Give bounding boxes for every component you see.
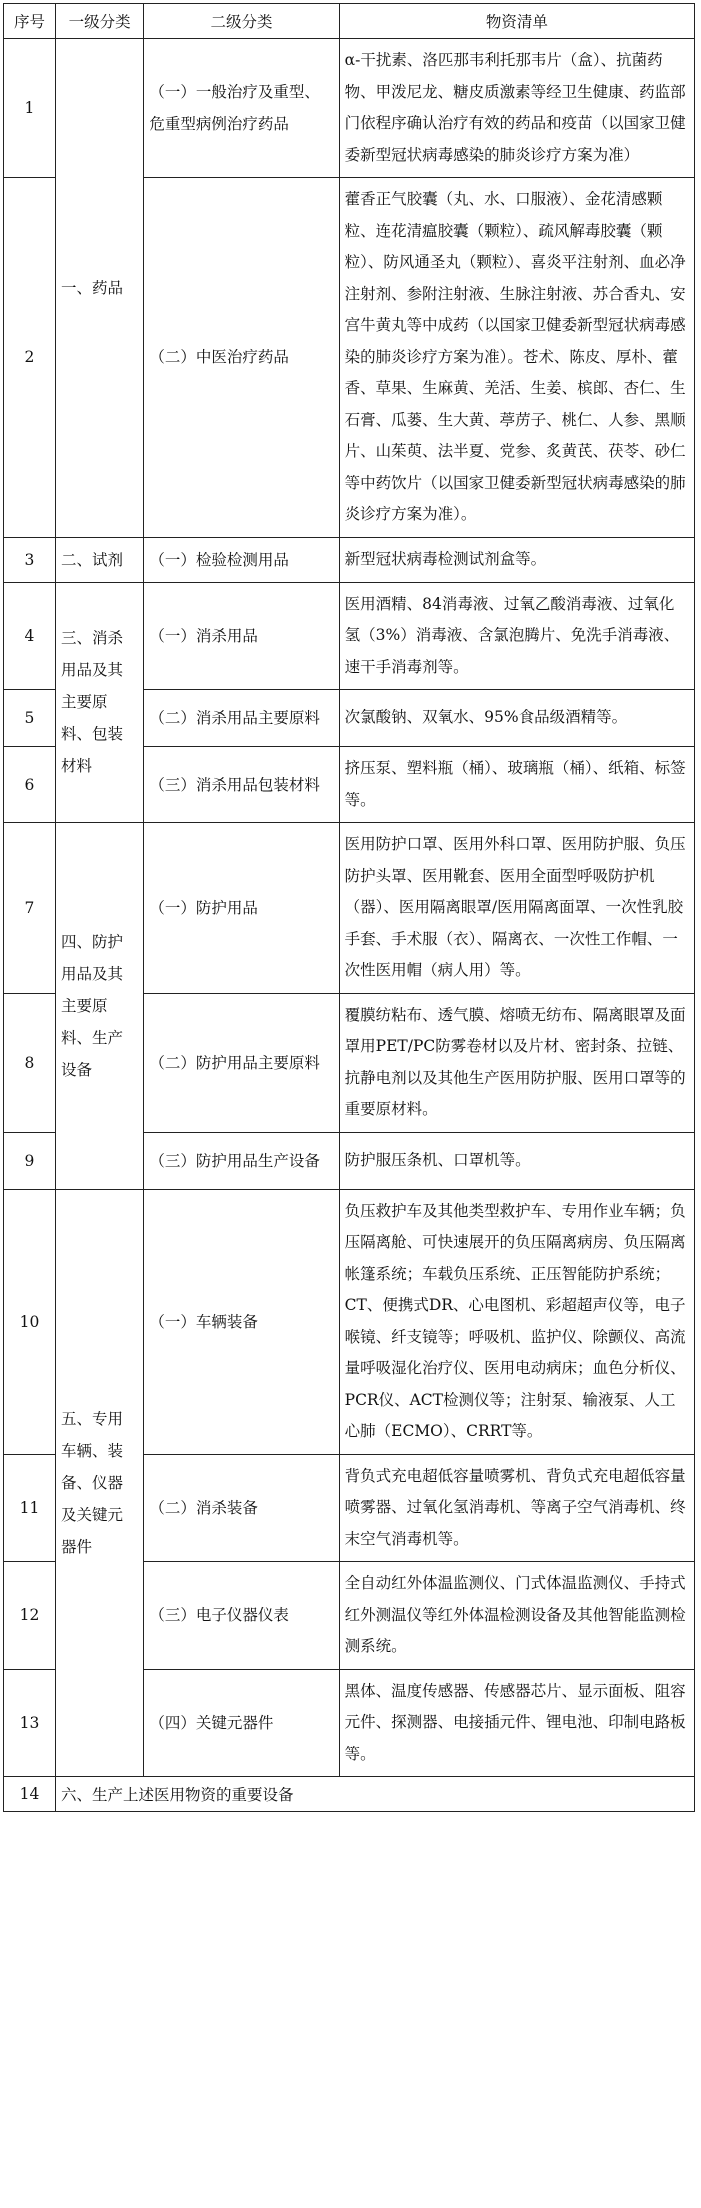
item-list: 新型冠状病毒检测试剂盒等。: [339, 537, 694, 582]
category-vehicles: 五、专用车辆、装备、仪器及关键元器件: [55, 1189, 143, 1777]
subcategory: （一）一般治疗及重型、危重型病例治疗药品: [144, 39, 339, 178]
header-items: 物资清单: [339, 4, 694, 39]
item-list: 次氯酸钠、双氧水、95%食品级酒精等。: [339, 690, 694, 747]
row-seq: 11: [4, 1454, 56, 1562]
item-list: 防护服压条机、口罩机等。: [339, 1132, 694, 1189]
item-list: 藿香正气胶囊（丸、水、口服液）、金花清感颗粒、连花清瘟胶囊（颗粒）、疏风解毒胶囊（颗粒）、防风通圣丸（颗粒）、喜炎平注射剂、血必净注射剂、参附注射液、生脉注射液、苏合香丸、安宫牛黄丸等中成药（以国家卫健委新型冠状病毒感染的肺炎诊疗方案为准）。苍术、陈皮、厚朴、藿香、草果、生麻黄、羌活、生姜、槟郎、杏仁、生石膏、瓜蒌、生大黄、葶苈子、桃仁、人参、黑顺片、山茱萸、法半夏、党参、炙黄芪、茯苓、砂仁等中药饮片（以国家卫健委新型冠状病毒感染的肺炎诊疗方案为准）。: [339, 178, 694, 538]
item-list: 挤压泵、塑料瓶（桶）、玻璃瓶（桶）、纸箱、标签等。: [339, 747, 694, 823]
subcategory: （二）中医治疗药品: [144, 178, 339, 538]
category-reagents: 二、试剂: [55, 537, 143, 582]
item-list: 全自动红外体温监测仪、门式体温监测仪、手持式红外测温仪等红外体温检测设备及其他智能监测检测系统。: [339, 1562, 694, 1670]
row-seq: 7: [4, 823, 56, 994]
table-row: [4, 1189, 695, 1454]
row-seq: 10: [4, 1189, 56, 1454]
header-row: [4, 4, 695, 39]
subcategory: （一）检验检测用品: [144, 537, 339, 582]
subcategory: （二）防护用品主要原料: [144, 993, 339, 1132]
subcategory: （三）消杀用品包装材料: [144, 747, 339, 823]
row-seq: 2: [4, 178, 56, 538]
item-list: 医用酒精、84消毒液、过氧乙酸消毒液、过氧化氢（3%）消毒液、含氯泡腾片、免洗手消毒液、速干手消毒剂等。: [339, 582, 694, 690]
row-seq: 8: [4, 993, 56, 1132]
table-row: [4, 823, 695, 994]
category-protect: 四、防护用品及其主要原料、生产设备: [55, 823, 143, 1190]
header-seq: 序号: [4, 4, 56, 39]
subcategory: （三）电子仪器仪表: [144, 1562, 339, 1670]
table-row: [4, 39, 695, 178]
item-list: 覆膜纺粘布、透气膜、熔喷无纺布、隔离眼罩及面罩用PET/PC防雾卷材以及片材、密封条、拉链、抗静电剂以及其他生产医用防护服、医用口罩等的重要原材料。: [339, 993, 694, 1132]
subcategory: （二）消杀用品主要原料: [144, 690, 339, 747]
subcategory: （一）防护用品: [144, 823, 339, 994]
table-row: [4, 537, 695, 582]
row-seq: 3: [4, 537, 56, 582]
row-seq: 13: [4, 1669, 56, 1777]
category-disinfect: 三、消杀用品及其主要原料、包装材料: [55, 582, 143, 823]
row-seq: 5: [4, 690, 56, 747]
subcategory: （一）消杀用品: [144, 582, 339, 690]
row-seq: 9: [4, 1132, 56, 1189]
category-drugs: 一、药品: [55, 39, 143, 538]
item-list: 黑体、温度传感器、传感器芯片、显示面板、阻容元件、探测器、电接插元件、锂电池、印制电路板等。: [339, 1669, 694, 1777]
item-list: 负压救护车及其他类型救护车、专用作业车辆；负压隔离舱、可快速展开的负压隔离病房、负压隔离帐篷系统；车载负压系统、正压智能防护系统；CT、便携式DR、心电图机、彩超超声仪等，电子喉镜、纤支镜等；呼吸机、监护仪、除颤仪、高流量呼吸湿化治疗仪、医用电动病床；血色分析仪、PCR仪、ACT检测仪等；注射泵、输液泵、人工心肺（ECMO）、CRRT等。: [339, 1189, 694, 1454]
subcategory: （三）防护用品生产设备: [144, 1132, 339, 1189]
supplies-table: [3, 3, 695, 1812]
row-seq: 4: [4, 582, 56, 690]
item-list: α-干扰素、洛匹那韦利托那韦片（盒）、抗菌药物、甲泼尼龙、糖皮质激素等经卫生健康、药监部门依程序确认治疗有效的药品和疫苗（以国家卫健委新型冠状病毒感染的肺炎诊疗方案为准）: [339, 39, 694, 178]
item-list: 医用防护口罩、医用外科口罩、医用防护服、负压防护头罩、医用靴套、医用全面型呼吸防护机（器）、医用隔离眼罩/医用隔离面罩、一次性乳胶手套、手术服（衣）、隔离衣、一次性工作帽、一次性医用帽（病人用）等。: [339, 823, 694, 994]
subcategory: （四）关键元器件: [144, 1669, 339, 1777]
row-seq: 6: [4, 747, 56, 823]
subcategory: （二）消杀装备: [144, 1454, 339, 1562]
table-row: [4, 1777, 695, 1812]
row-seq: 14: [4, 1777, 56, 1812]
row-seq: 12: [4, 1562, 56, 1670]
header-level1: 一级分类: [55, 4, 143, 39]
header-level2: 二级分类: [144, 4, 339, 39]
subcategory: （一）车辆装备: [144, 1189, 339, 1454]
table-row: [4, 582, 695, 690]
category-equipment: 六、生产上述医用物资的重要设备: [55, 1777, 694, 1812]
row-seq: 1: [4, 39, 56, 178]
item-list: 背负式充电超低容量喷雾机、背负式充电超低容量喷雾器、过氧化氢消毒机、等离子空气消毒机、终末空气消毒机等。: [339, 1454, 694, 1562]
